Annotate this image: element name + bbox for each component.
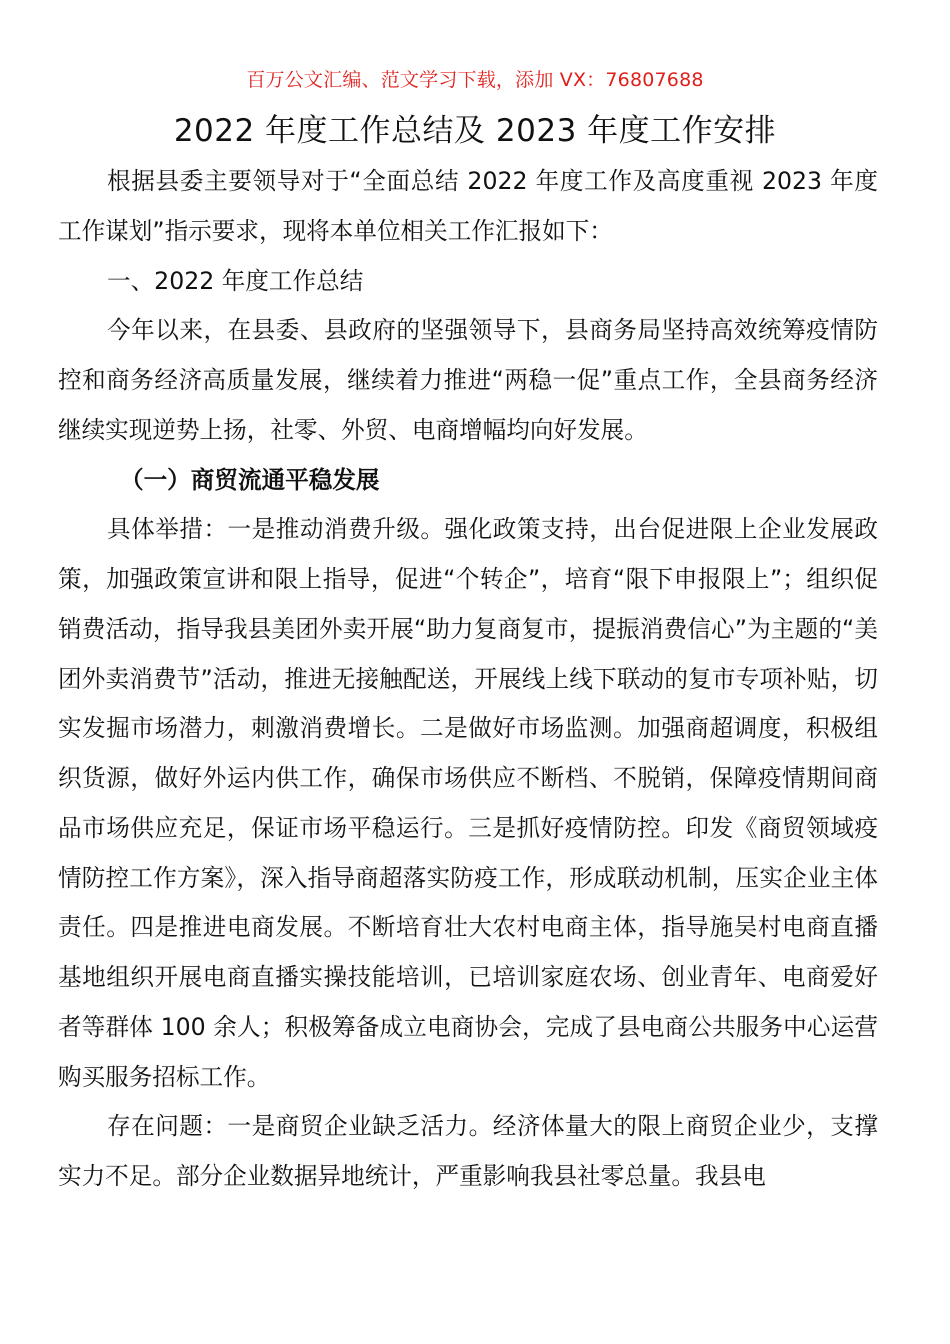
document-body (58, 157, 878, 1202)
watermark-banner: 百万公文汇编、范文学习下载，添加 VX：76807688 (246, 69, 704, 91)
intro-paragraph: 根据县委主要领导对于“全面总结 2022 年度工作及高度重视 2023 年度工作谋划”指示要求，现将本单位相关工作汇报如下： (58, 167, 878, 245)
measures-paragraph: 具体举措：一是推动消费升级。强化政策支持，出台促进限上企业发展政策，加强政策宣讲和限上指导，促进“个转企”，培育“限下申报限上”；组织促销费活动，指导我县美团外卖开展“助力复商复市，提振消费信心”为主题的“美团外卖消费节”活动，推进无接触配送，开展线上线下联动的复市专项补贴，切实发掘市场潜力，刺激消费增长。二是做好市场监测。加强商超调度，积极组织货源，做好外运内供工作，确保市场供应不断档、不脱销，保障疫情期间商品市场供应充足，保证市场平稳运行。三是抓好疫情防控。印发《商贸领域疫情防控工作方案》，深入指导商超落实防疫工作，形成联动机制，压实企业主体责任。四是推进电商发展。不断培育壮大农村电商主体，指导施吴村电商直播基地组织开展电商直播实操技能培训，已培训家庭农场、创业青年、电商爱好者等群体 100 余人；积极筹备成立电商协会，完成了县电商公共服务中心运营购买服务招标工作。 (58, 515, 878, 1091)
section-heading-1: 一、2022 年度工作总结 (107, 266, 364, 295)
document-title: 2022 年度工作总结及 2023 年度工作安排 (173, 113, 777, 149)
summary-paragraph: 今年以来，在县委、县政府的坚强领导下，县商务局坚持高效统筹疫情防控和商务经济高质量发展，继续着力推进“两稳一促”重点工作，全县商务经济继续实现逆势上扬，社零、外贸、电商增幅均向好发展。 (58, 316, 878, 444)
problems-paragraph: 存在问题：一是商贸企业缺乏活力。经济体量大的限上商贸企业少，支撑实力不足。部分企业数据异地统计，严重影响我县社零总量。我县电 (58, 1112, 878, 1190)
subsection-heading-1: （一）商贸流通平稳发展 (120, 465, 380, 494)
